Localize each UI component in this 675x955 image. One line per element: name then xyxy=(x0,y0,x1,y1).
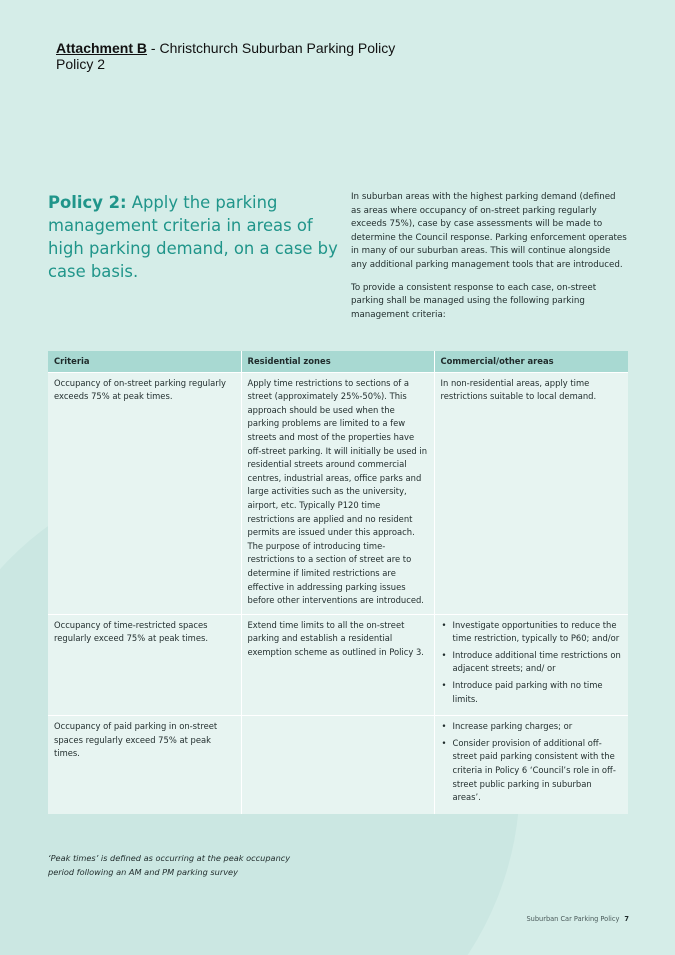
table-row xyxy=(48,372,628,614)
cell-residential: Apply time restrictions to sections of a street (approximately 25%-50%). This approach should be used when the parking problems are limited to a few streets and most of the properties have off-street parking. It will initially be used in residential streets around commercial centres, industrial areas, office parks and large activities such as the university, airport, etc. Typically P120 time restrictions are applied and no resident permits are issued under this approach. The purpose of introducing time-restrictions to a section of street are to determine if limited restrictions are effective in addressing parking issues before other interventions are introduced. xyxy=(241,372,434,614)
criteria-table xyxy=(48,351,628,814)
policy-statement: Apply the parking management criteria in areas of high parking demand, on a case by case basis. xyxy=(48,193,338,281)
table-header-row xyxy=(48,351,628,372)
intro-paragraph-2: To provide a consistent response to each case, on-street parking shall be managed using the following parking management criteria: xyxy=(351,282,597,320)
policy-number: Policy 2: xyxy=(48,193,127,212)
bullet-list xyxy=(441,619,623,707)
footer-doc-title: Suburban Car Parking Policy xyxy=(526,915,620,923)
list-item: • Consider provision of additional off-street paid parking consistent with the criteria in Policy 6 ‘Council’s role in off-street public parking in suburban areas’. xyxy=(441,737,623,805)
page-number: 7 xyxy=(624,915,629,923)
list-item: • Introduce additional time restrictions on adjacent streets; and/ or xyxy=(441,649,623,676)
table-row xyxy=(48,614,628,716)
intro-paragraph-1: In suburban areas with the highest parking demand (defined as areas where occupancy of on-street parking regularly exceeds 75%), case by case assessments will be made to determine the Council response. Parking enforcement operates in many of our suburban areas. This will continue alongside any additional parking management tools that are introduced. xyxy=(351,192,627,270)
policy-heading xyxy=(48,191,338,283)
cell-commercial: In non-residential areas, apply time restrictions suitable to local demand. xyxy=(434,372,628,614)
attachment-subtitle: Policy 2 xyxy=(56,56,106,72)
list-item: • Introduce paid parking with no time limits. xyxy=(441,679,623,706)
header-residential: Residential zones xyxy=(241,351,434,372)
header-commercial: Commercial/other areas xyxy=(434,351,628,372)
table-row xyxy=(48,716,628,814)
attachment-label: Attachment B xyxy=(56,40,148,56)
bullet-list xyxy=(441,720,623,805)
list-item: • Investigate opportunities to reduce the time restriction, typically to P60; and/or xyxy=(441,619,623,646)
attachment-title-line xyxy=(56,40,395,56)
list-item: • Increase parking charges; or xyxy=(441,720,623,734)
cell-criteria: Occupancy of on-street parking regularly exceeds 75% at peak times. xyxy=(48,372,241,614)
attachment-header xyxy=(56,40,395,72)
cell-residential: Extend time limits to all the on-street parking and establish a residential exemption scheme as outlined in Policy 3. xyxy=(241,614,434,716)
cell-commercial xyxy=(434,716,628,814)
attachment-title: - Christchurch Suburban Parking Policy xyxy=(147,40,396,56)
cell-criteria: Occupancy of time-restricted spaces regularly exceed 75% at peak times. xyxy=(48,614,241,716)
cell-residential xyxy=(241,716,434,814)
footnote: ‘Peak times’ is defined as occurring at the peak occupancy period following an AM and PM parking survey xyxy=(48,853,291,877)
cell-commercial xyxy=(434,614,628,716)
cell-criteria: Occupancy of paid parking in on-street spaces regularly exceed 75% at peak times. xyxy=(48,716,241,814)
page-footer xyxy=(527,915,630,923)
intro-text xyxy=(351,191,627,322)
header-criteria: Criteria xyxy=(48,351,241,372)
